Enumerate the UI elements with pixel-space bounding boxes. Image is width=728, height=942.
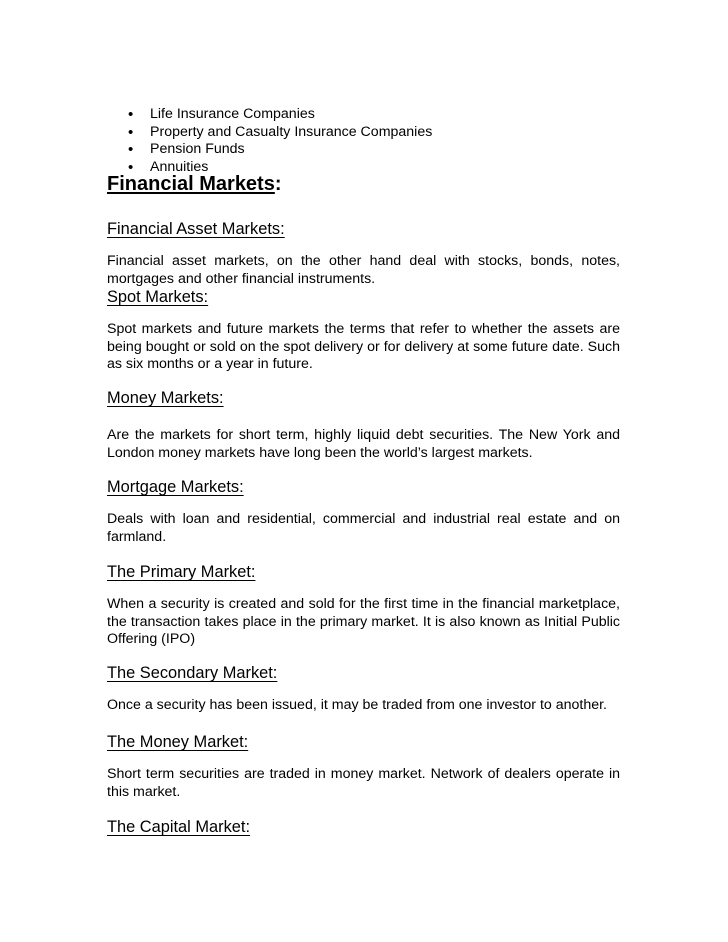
section-heading-money-market: The Money Market: xyxy=(107,733,249,751)
page-title-text: Financial Markets xyxy=(107,173,275,195)
page-title-colon: : xyxy=(274,173,282,195)
section-body-money-markets: Are the markets for short term, highly liquid debt securities. The New York and London money markets have long been the world’s largest markets. xyxy=(107,427,620,461)
section-body-secondary-market: Once a security has been issued, it may be traded from one investor to another. xyxy=(107,697,607,713)
section-heading-financial-asset-markets: Financial Asset Markets: xyxy=(107,220,285,238)
list-item xyxy=(108,124,628,142)
section-body-primary-market: When a security is created and sold for the first time in the financial marketplace, the transaction takes place in the primary market. It is also known as Initial Public Offering (IPO) xyxy=(107,596,620,647)
section-body-financial-asset-markets: Financial asset markets, on the other hand deal with stocks, bonds, notes, mortgages and other financial instruments. xyxy=(107,253,620,287)
bullet-icon: • xyxy=(128,158,134,176)
bullet-icon: • xyxy=(128,123,134,141)
list-item-text: Property and Casualty Insurance Companies xyxy=(150,123,433,140)
section-heading-spot-markets: Spot Markets: xyxy=(107,288,209,306)
list-item xyxy=(108,106,628,124)
list-item-text: Pension Funds xyxy=(150,141,245,157)
section-heading-mortgage-markets: Mortgage Markets: xyxy=(107,478,244,496)
section-heading-money-markets: Money Markets: xyxy=(107,389,224,407)
bullet-icon: • xyxy=(128,141,134,158)
section-body-mortgage-markets: Deals with loan and residential, commercial and industrial real estate and on farmland. xyxy=(107,511,620,545)
section-body-money-market: Short term securities are traded in money market. Network of dealers operate in this market. xyxy=(107,766,620,800)
section-heading-secondary-market: The Secondary Market: xyxy=(107,664,278,682)
page-title xyxy=(107,172,282,196)
institution-bullet-list xyxy=(108,106,628,176)
bullet-icon: • xyxy=(128,106,134,123)
section-body-spot-markets: Spot markets and future markets the terms that refer to whether the assets are being bought or sold on the spot delivery or for delivery at some future date. Such as six months or a year in future. xyxy=(107,321,620,372)
list-item xyxy=(108,141,628,159)
section-heading-capital-market: The Capital Market: xyxy=(107,818,251,836)
section-heading-primary-market: The Primary Market: xyxy=(107,563,256,581)
list-item-text: Life Insurance Companies xyxy=(150,106,315,122)
list-item-text: Annuities xyxy=(150,158,209,175)
